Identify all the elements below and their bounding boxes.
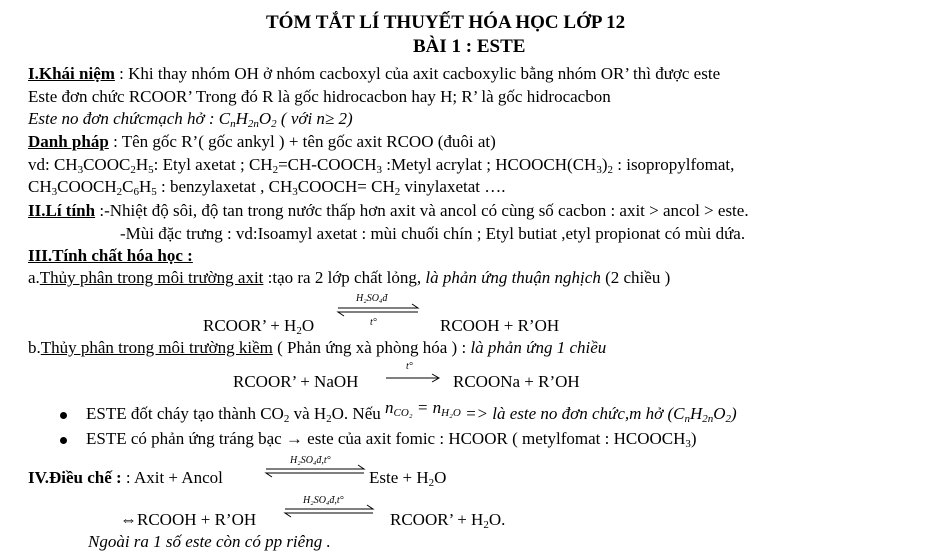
- lesson-title: BÀI 1 : ESTE: [413, 36, 526, 57]
- preparation-line: IV.Điều chế : : Axit + Ancol: [28, 468, 223, 487]
- svg-text:t°: t°: [370, 317, 377, 328]
- bullet-icon: [60, 412, 67, 419]
- simple-ester-line: Este đơn chức RCOOR’ Trong đó R là gốc hidrocacbon hay H; R’ là gốc hidrocacbon: [28, 87, 611, 106]
- physical-line-2: -Mùi đặc trưng : vd:Isoamyl axetat : mùi chuối chín ; Etyl butiat ,etyl propionat có mùi dứa.: [120, 224, 746, 243]
- bullet-icon: [60, 437, 67, 444]
- acid-hydrolysis-line: a.Thủy phân trong môi trường axit :tạo ra 2 lớp chất lỏng, là phản ứng thuận nghịch (2 chiều ): [28, 268, 671, 287]
- svg-text:H₂SO₄đ,t°: H₂SO₄đ,t°: [290, 455, 331, 466]
- example-line-2: $CH_3COOCH_2C_6H_5$ : benzylaxetat , $CH_3COOCH= CH_2$ vinylaxetat ….: [28, 177, 506, 198]
- example-line-1: vd: $CH_3COOC_2H_5$: Etyl axetat ; $CH_2=CH-COOCH_3$ :Metyl acrylat ; $HCOOCH(CH_3)_2$ : isopropylfomat,: [28, 155, 735, 176]
- equation-2-left: RCOOR’ + NaOH: [233, 372, 359, 391]
- svg-text:H₂SO₄đ,t°: H₂SO₄đ,t°: [303, 495, 344, 506]
- svg-text:H₂SO₄đ: H₂SO₄đ: [356, 293, 388, 304]
- note-line: Ngoài ra 1 số este còn có pp riêng .: [88, 532, 331, 551]
- equation-4-left: ⇔RCOOH + R’OH: [120, 510, 257, 529]
- definition-line: [28, 64, 720, 84]
- section-heading-physical: II.Lí tính: [28, 201, 96, 220]
- reversible-arrow-icon: [262, 451, 370, 485]
- svg-text:t°: t°: [406, 361, 413, 372]
- silver-mirror-bullet: ESTE có phản ứng tráng bạc → este của axit fomic : HCOOR ( metylfomat : $HCOOCH_3$): [86, 429, 697, 450]
- base-hydrolysis-line: b.Thủy phân trong môi trường kiềm ( Phản ứng xà phòng hóa ) : là phản ứng 1 chiều: [28, 338, 607, 357]
- section-heading-naming: Danh pháp: [28, 132, 109, 151]
- section-heading-preparation: IV.Điều chế :: [28, 468, 122, 487]
- reversible-arrow-icon: [281, 491, 379, 525]
- page-title: TÓM TẮT LÍ THUYẾT HÓA HỌC LỚP 12: [266, 12, 626, 33]
- section-heading-chemical: III.Tính chất hóa học :: [28, 246, 193, 265]
- saturated-ester-line: Este no đơn chứcmạch hở : $C_nH_{2n}O_2$ ( với n≥ 2): [28, 109, 353, 130]
- reversible-arrow-icon: [334, 290, 424, 330]
- equation-4-right: RCOOR’ + $H_2O$.: [390, 510, 506, 531]
- equation-2-right: RCOONa + R’OH: [453, 372, 580, 391]
- naming-line: Danh pháp : Tên gốc R’( gốc ankyl ) + tên gốc axit RCOO (đuôi at): [28, 132, 496, 151]
- section-heading-definition: I.Khái niệm: [28, 64, 115, 83]
- combustion-bullet: ESTE đốt cháy tạo thành $CO_2$ và $H_2O$. Nếu $n_{CO_2} = n_{H_2O}$ => là este no đơn chức,m hở $(C_nH_{2n}O_2)$: [86, 398, 737, 425]
- equation-1-left: RCOOR’ + $H_2O$: [203, 316, 315, 337]
- physical-line-1: II.Lí tính :-Nhiệt độ sôi, độ tan trong nước thấp hơn axit và ancol có cùng số cacbon : axit > ancol > este.: [28, 201, 749, 220]
- equation-1-right: RCOOH + R’OH: [440, 316, 560, 335]
- definition-text: : Khi thay nhóm OH ở nhóm cacboxyl của axit cacboxylic bằng nhóm OR’ thì được este: [114, 64, 721, 83]
- preparation-right: Este + $H_2O$: [369, 468, 447, 489]
- forward-arrow-icon: [384, 360, 444, 386]
